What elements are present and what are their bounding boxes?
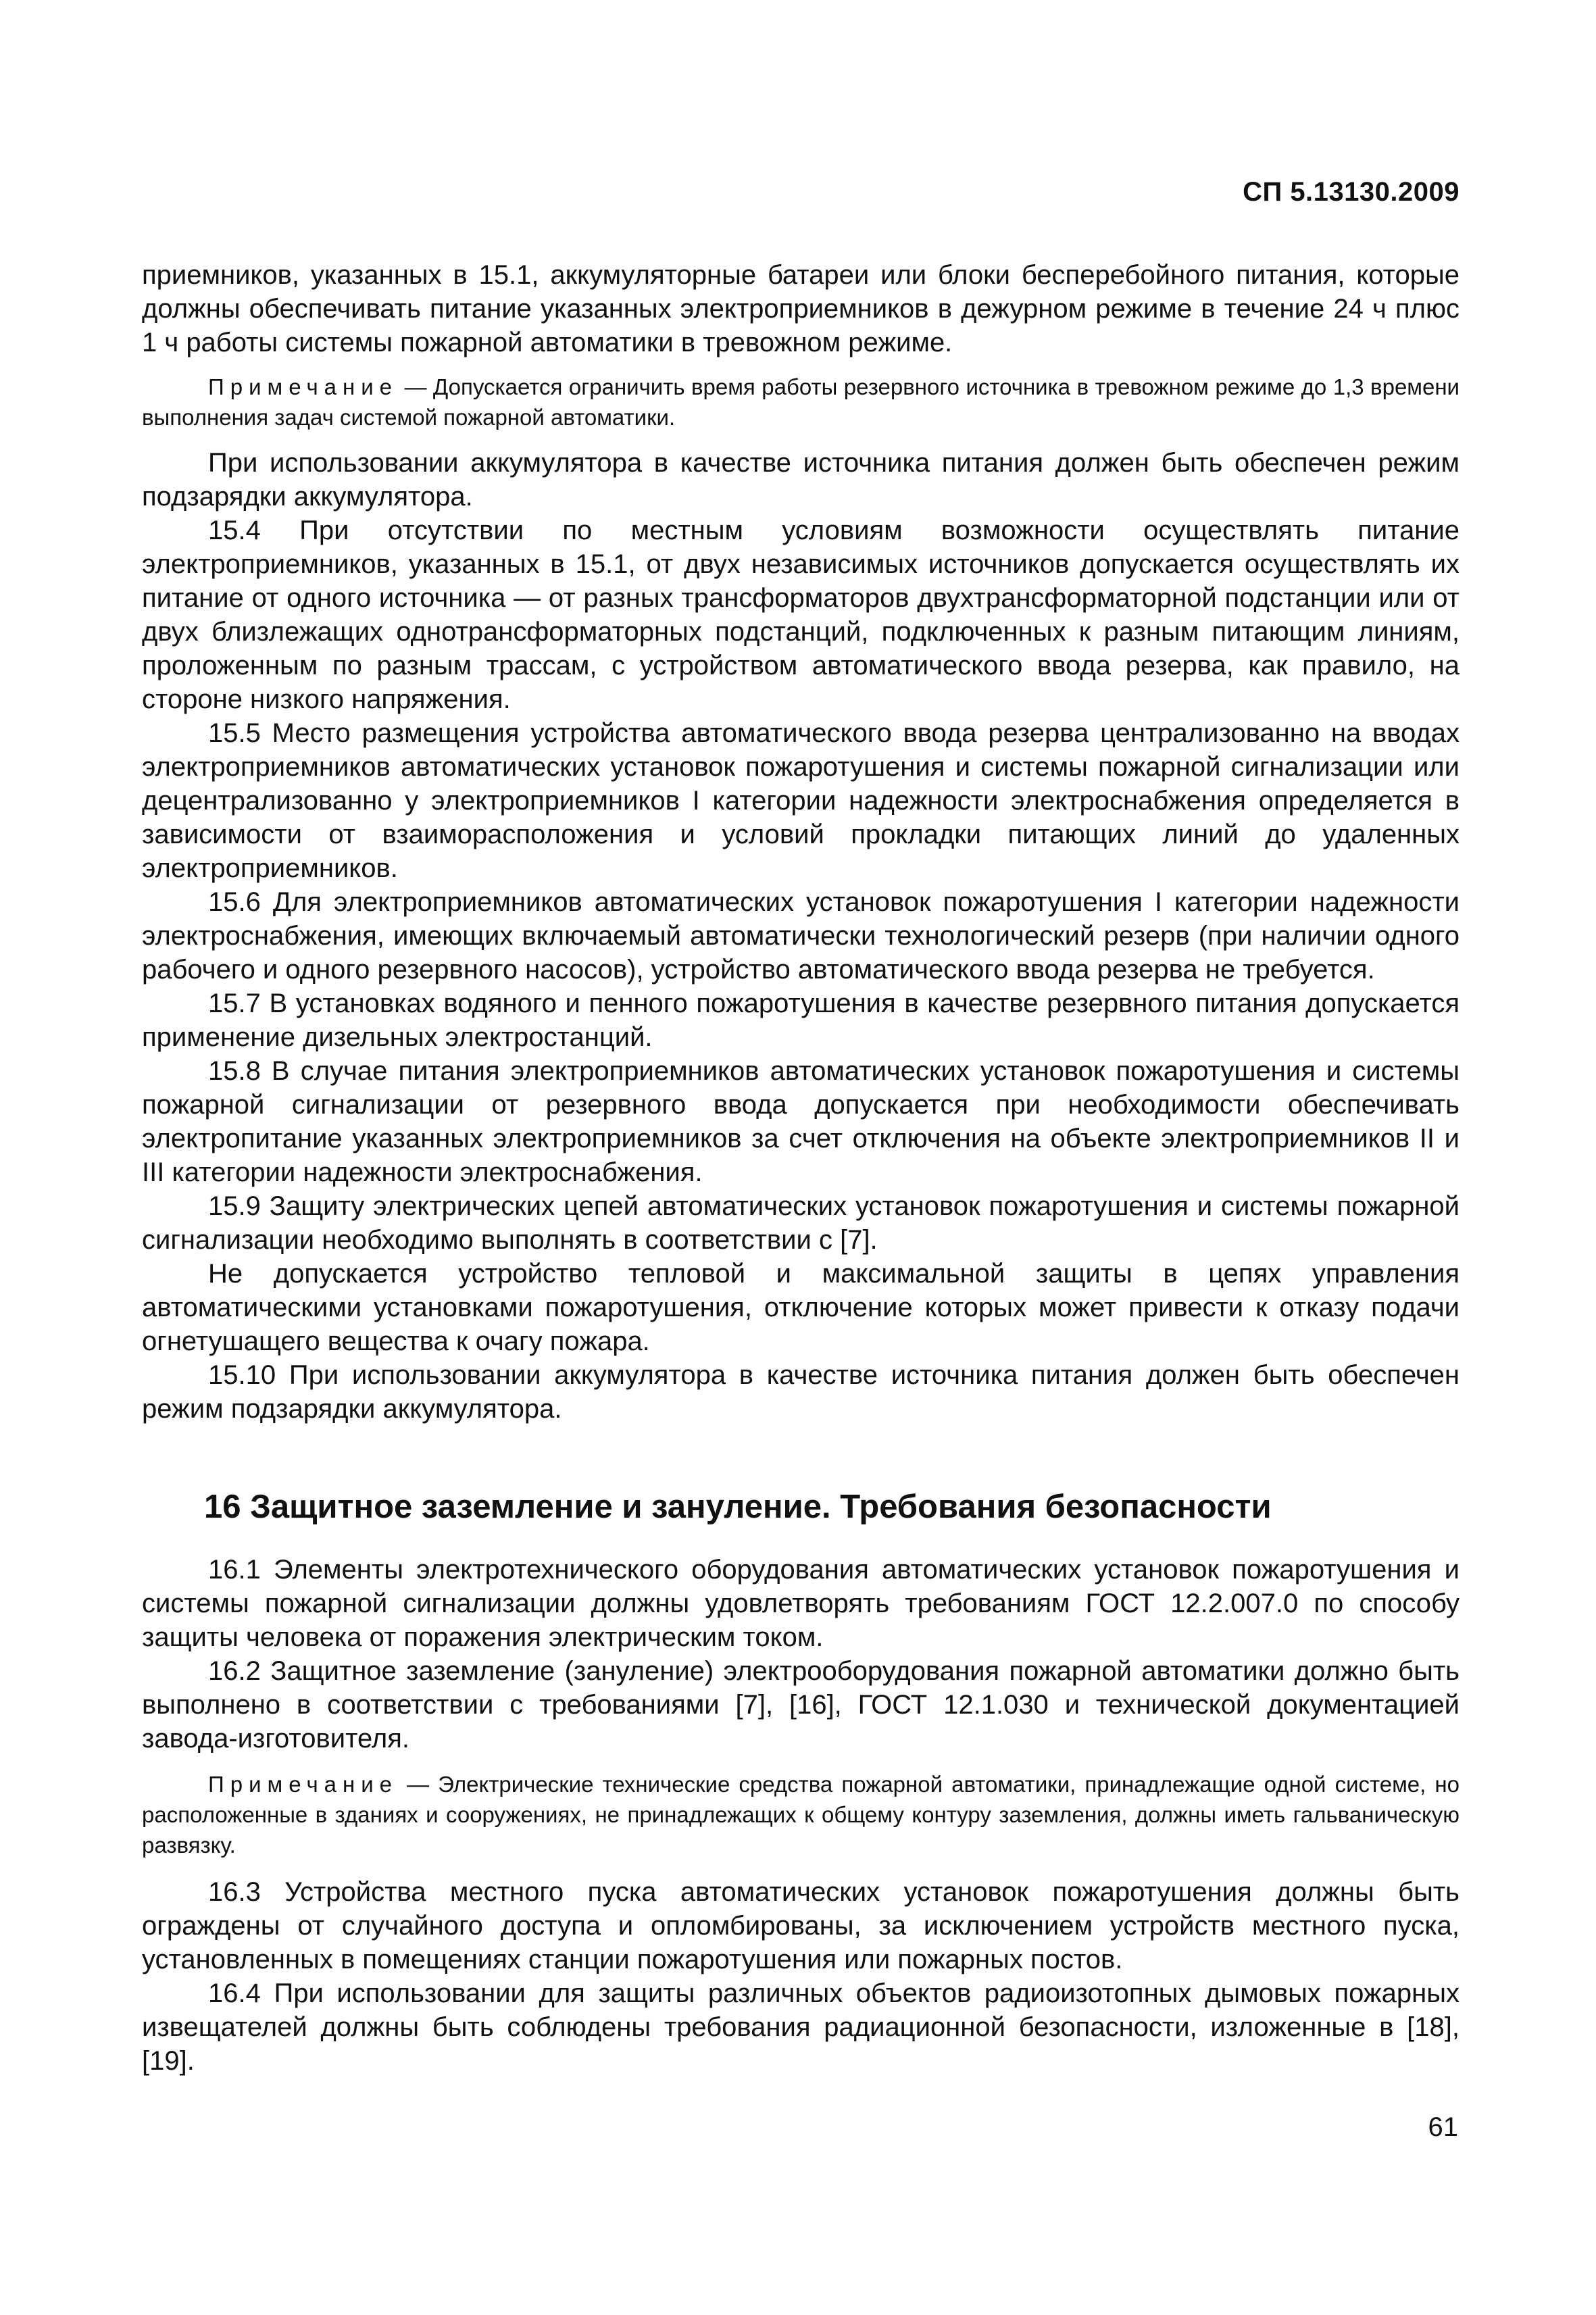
note-2-label: Примечание xyxy=(208,1772,399,1797)
paragraph-thermal-protection: Не допускается устройство тепловой и максимальной защиты в цепях управления автоматическими установками пожаротушения, отключение которых может привести к отказу подачи огнетушащего вещества к очагу пожара. xyxy=(142,1259,1460,1356)
paragraph-16-4: 16.4 При использовании для защиты различных объектов радиоизотопных дымовых пожарных извещателей должны быть соблюдены требования радиационной безопасности, изложенные в [18], [19]. xyxy=(142,1978,1460,2076)
note-1-text: — Допускается ограничить время работы резервного источника в тревожном режиме до 1,3 времени выполнения задач системой пожарной автоматики. xyxy=(142,374,1460,430)
note-2-text: — Электрические технические средства пожарной автоматики, принадлежащие одной системе, но расположенные в зданиях и сооружениях, не принадлежащих к общему контуру заземления, должны иметь гальваническую развязку. xyxy=(142,1772,1460,1858)
document-body xyxy=(142,258,1460,2078)
note-2 xyxy=(142,1769,1460,1860)
page-number: 61 xyxy=(1428,2112,1458,2142)
paragraph-15-10: 15.10 При использовании аккумулятора в качестве источника питания должен быть обеспечен режим подзарядки аккумулятора. xyxy=(142,1360,1460,1424)
paragraph-15-7: 15.7 В установках водяного и пенного пожаротушения в качестве резервного питания допускается применение дизельных электростанций. xyxy=(142,989,1460,1052)
paragraph-15-5: 15.5 Место размещения устройства автоматического ввода резерва централизованно на вводах электроприемников автоматических установок пожаротушения и системы пожарной сигнализации или децентрализованно у электроприемников I категории надежности электроснабжения определяется в зависимости от взаиморасположения и условий прокладки питающих линий до удаленных электроприемников. xyxy=(142,718,1460,883)
paragraph-15-9: 15.9 Защиту электрических цепей автоматических установок пожаротушения и системы пожарной сигнализации необходимо выполнять в соответствии с [7]. xyxy=(142,1191,1460,1255)
paragraph-15-6: 15.6 Для электроприемников автоматических установок пожаротушения I категории надежности электроснабжения, имеющих включаемый автоматически технологический резерв (при наличии одного рабочего и одного резервного насосов), устройство автоматического ввода резерва не требуется. xyxy=(142,887,1460,985)
paragraph-15-8: 15.8 В случае питания электроприемников автоматических установок пожаротушения и системы пожарной сигнализации от резервного ввода допускается при необходимости обеспечивать электропитание указанных электроприемников за счет отключения на объекте электроприемников II и III категории надежности электроснабжения. xyxy=(142,1056,1460,1187)
paragraph-accumulator: При использовании аккумулятора в качестве источника питания должен быть обеспечен режим подзарядки аккумулятора. xyxy=(142,448,1460,512)
paragraph-16-2: 16.2 Защитное заземление (зануление) электрооборудования пожарной автоматики должно быть выполнено в соответствии с требованиями [7], [16], ГОСТ 12.1.030 и технической документацией завода-изготовителя. xyxy=(142,1656,1460,1753)
paragraph-16-1: 16.1 Элементы электротехнического оборудования автоматических установок пожаротушения и системы пожарной сигнализации должны удовлетворять требованиям ГОСТ 12.2.007.0 по способу защиты человека от поражения электрическим током. xyxy=(142,1555,1460,1652)
paragraph-15-4: 15.4 При отсутствии по местным условиям возможности осуществлять питание электроприемников, указанных в 15.1, от двух независимых источников допускается осуществлять их питание от одного источника — от разных трансформаторов двухтрансформаторной подстанции или от двух близлежащих однотрансформаторных подстанций, подключенных к разным питающим линиям, проложенным по разным трассам, с устройством автоматического ввода резерва, как правило, на стороне низкого напряжения. xyxy=(142,516,1460,714)
note-1-label: Примечание xyxy=(208,374,399,399)
paragraph-16-3: 16.3 Устройства местного пуска автоматических установок пожаротушения должны быть ограждены от случайного доступа и опломбированы, за исключением устройств местного пуска, установленных в помещениях станции пожаротушения или пожарных постов. xyxy=(142,1877,1460,1974)
paragraph-continuation: приемников, указанных в 15.1, аккумуляторные батареи или блоки бесперебойного питания, которые должны обеспечивать питание указанных электроприемников в дежурном режиме в течение 24 ч плюс 1 ч работы системы пожарной автоматики в тревожном режиме. xyxy=(142,260,1460,357)
document-code: СП 5.13130.2009 xyxy=(1243,177,1460,207)
section-16-heading: 16 Защитное заземление и зануление. Требования безопасности xyxy=(204,1489,1272,1525)
note-1 xyxy=(142,372,1460,432)
